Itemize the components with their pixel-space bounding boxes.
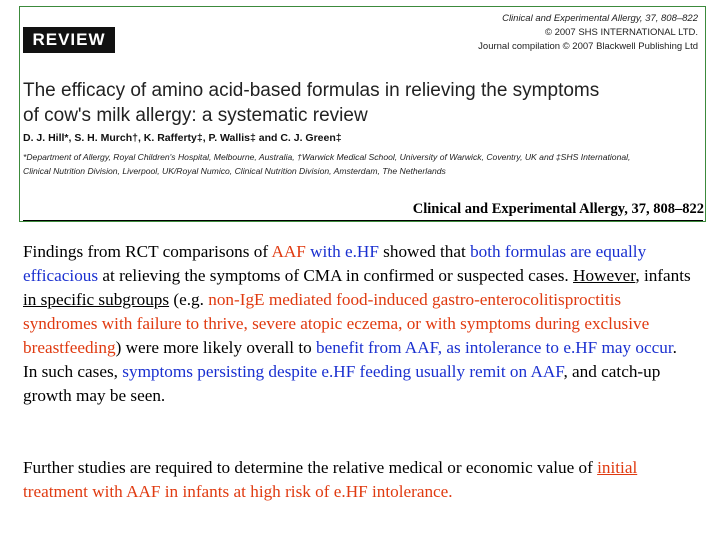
highlight: non-IgE mediated food-induced gastro-enterocolitisproctitis syndromes with failure to thrive, severe atopic eczema, or with symptoms during exclusive breastfeeding [23, 290, 650, 357]
text: , infants [635, 266, 691, 285]
highlight: AAF [271, 242, 306, 261]
text: . In such cases, [23, 338, 677, 381]
highlight: both formulas are equally efficacious [23, 242, 647, 285]
text: Further studies are required to determine the relative medical or economic value of [23, 458, 598, 477]
compilation-line: Journal compilation © 2007 Blackwell Publishing Ltd [478, 41, 698, 52]
findings-paragraph [23, 240, 695, 408]
highlight: benefit from AAF, as intolerance to e.HF may occur [316, 338, 673, 357]
underlined-text: in specific subgroups [23, 290, 170, 309]
underlined-text: However [573, 266, 636, 285]
citation: Clinical and Experimental Allergy, 37, 808–822 [412, 201, 704, 217]
text: (e.g. [169, 290, 209, 309]
citation-rule [23, 220, 703, 221]
further-studies-paragraph [23, 456, 695, 504]
title-line-1: The efficacy of amino acid-based formulas in relieving the symptoms [23, 80, 600, 101]
underlined-highlight: initial [597, 458, 638, 477]
highlight: symptoms persisting despite e.HF feeding usually remit on AAF [122, 362, 564, 381]
review-label: REVIEW [23, 27, 115, 53]
text: , and catch-up growth may be seen. [23, 362, 661, 405]
text: showed that [378, 242, 471, 261]
text: at relieving the symptoms of CMA in confirmed or suspected cases. [98, 266, 574, 285]
article-title [23, 78, 683, 128]
affiliations [23, 150, 695, 178]
affiliation-line-2: Clinical Nutrition Division, Liverpool, UK/Royal Numico, Clinical Nutrition Division, Amsterdam, The Netherlands [23, 166, 446, 176]
copyright-line: © 2007 SHS INTERNATIONAL LTD. [544, 27, 698, 38]
text: ) were more likely overall to [115, 338, 317, 357]
journal-line: Clinical and Experimental Allergy, 37, 808–822 [502, 13, 698, 24]
highlight: treatment with AAF in infants at high risk of e.HF intolerance. [23, 482, 453, 501]
journal-info [478, 12, 698, 54]
highlight: with e.HF [310, 242, 379, 261]
text: Findings from RCT comparisons of [23, 242, 272, 261]
authors: D. J. Hill*, S. H. Murch†, K. Rafferty‡, P. Wallis‡ and C. J. Green‡ [23, 132, 342, 144]
title-line-2: of cow's milk allergy: a systematic review [23, 105, 368, 126]
affiliation-line-1: *Department of Allergy, Royal Children's Hospital, Melbourne, Australia, †Warwick Medical School, University of Warwick, Coventry, UK and ‡SHS International, [23, 152, 631, 162]
